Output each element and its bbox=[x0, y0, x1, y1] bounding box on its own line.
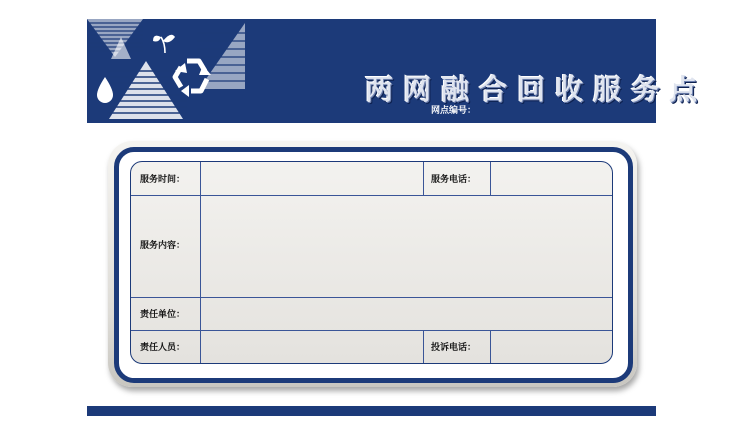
responsible-person-label: 责任人员： bbox=[140, 343, 186, 353]
column-divider bbox=[490, 162, 491, 195]
service-phone-label: 服务电话： bbox=[431, 175, 477, 185]
sprout-icon bbox=[153, 35, 175, 53]
row-divider bbox=[131, 297, 612, 298]
recycle-icon bbox=[175, 61, 207, 91]
complaint-phone-label: 投诉电话： bbox=[431, 343, 477, 353]
row-divider bbox=[131, 330, 612, 331]
column-divider bbox=[423, 162, 424, 195]
table-grid bbox=[131, 162, 612, 363]
service-content-label: 服务内容： bbox=[140, 241, 186, 251]
recycling-logo-art bbox=[87, 19, 247, 123]
row-divider bbox=[131, 195, 612, 196]
footer-bar bbox=[87, 406, 656, 416]
column-divider bbox=[200, 162, 201, 363]
page-title: 两网融合回收服务点 bbox=[365, 73, 708, 106]
station-number-label: 网点编号： bbox=[431, 106, 477, 116]
service-time-label: 服务时间： bbox=[140, 175, 186, 185]
column-divider bbox=[423, 330, 424, 363]
info-table bbox=[130, 161, 613, 364]
responsible-unit-label: 责任单位： bbox=[140, 310, 186, 320]
header-banner bbox=[87, 19, 708, 123]
stripe-pyramid bbox=[107, 61, 187, 119]
column-divider bbox=[490, 330, 491, 363]
water-drop-icon bbox=[97, 77, 113, 103]
